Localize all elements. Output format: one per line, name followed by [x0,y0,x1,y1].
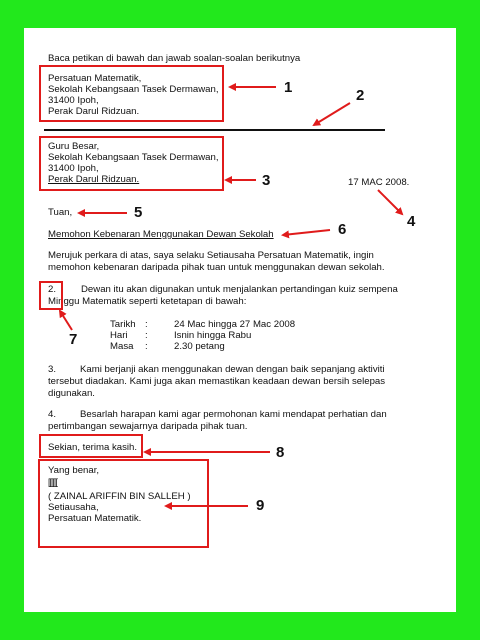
para1-line-1: Merujuk perkara di atas, saya selaku Setiausaha Persatuan Matematik, ingin [48,250,374,261]
para2-number: 2. [48,284,57,295]
detail-value-hari: Isnin hingga Rabu [174,330,252,341]
sender-line-4: Perak Darul Ridzuan. [48,106,140,117]
letter-date: 17 MAC 2008. [348,177,410,188]
annotation-7: 7 [69,331,78,348]
sender-line-1: Persatuan Matematik, [48,73,142,84]
para2-line-2: Minggu Matematik seperti ketetapan di bawah: [48,296,247,307]
highlight-box-9 [38,459,209,548]
annotation-1: 1 [284,79,293,96]
salutation: Tuan, [48,207,73,218]
detail-value-tarikh: 24 Mac hingga 27 Mac 2008 [174,319,296,330]
annotation-2: 2 [356,87,365,104]
para3-line-2: tersebut diadakan. Kami juga akan memastikan keadaan dewan bersih selepas [48,376,386,387]
para2-line-1: Dewan itu akan digunakan untuk menjalankan pertandingan kuiz sempena [81,284,398,295]
annotation-5: 5 [134,204,143,221]
instruction-text: Baca petikan di bawah dan jawab soalan-soalan berikutnya [48,53,301,64]
para1-line-2: memohon kebenaran daripada pihak tuan untuk menggunakan dewan sekolah. [48,262,385,273]
signoff-name: ( ZAINAL ARIFFIN BIN SALLEH ) [48,491,191,502]
letter-subject: Memohon Kebenaran Menggunakan Dewan Sekolah [48,229,274,240]
signature: [[[[[[ [48,477,58,487]
highlight-box-7 [39,281,63,310]
para3-line-1: Kami berjanji akan menggunakan dewan dengan baik sepanjang aktiviti [80,364,385,375]
recipient-line-2: Sekolah Kebangsaan Tasek Dermawan, [48,152,219,163]
signoff-line-1: Yang benar, [48,465,100,476]
detail-label-masa: Masa [110,341,134,352]
para4-line-2: pertimbangan sewajarnya daripada pihak tuan. [48,421,248,432]
sender-line-2: Sekolah Kebangsaan Tasek Dermawan, [48,84,219,95]
sender-line-3: 31400 Ipoh, [48,95,99,106]
closing-remark: Sekian, terima kasih. [48,442,138,453]
annotation-8: 8 [276,444,285,461]
annotation-6: 6 [338,221,347,238]
para3-line-3: digunakan. [48,388,95,399]
detail-sep-hari: : [145,330,148,341]
annotation-3: 3 [262,172,271,189]
signoff-org: Persatuan Matematik. [48,513,142,524]
detail-sep-tarikh: : [145,319,148,330]
detail-label-tarikh: Tarikh [110,319,136,330]
detail-sep-masa: : [145,341,148,352]
para4-number: 4. [48,409,57,420]
highlight-box-3 [39,136,224,191]
highlight-box-1 [39,65,224,122]
para3-number: 3. [48,364,57,375]
para4-line-1: Besarlah harapan kami agar permohonan kami mendapat perhatian dan [80,409,387,420]
signoff-title: Setiausaha, [48,502,99,513]
recipient-line-1: Guru Besar, [48,141,100,152]
detail-value-masa: 2.30 petang [174,341,225,352]
annotation-4: 4 [407,213,416,230]
recipient-line-3: 31400 Ipoh, [48,163,99,174]
detail-label-hari: Hari [110,330,128,341]
highlight-box-8 [39,434,143,458]
annotation-9: 9 [256,497,265,514]
divider-line [44,129,385,131]
recipient-line-4: Perak Darul Ridzuan. [48,174,140,185]
